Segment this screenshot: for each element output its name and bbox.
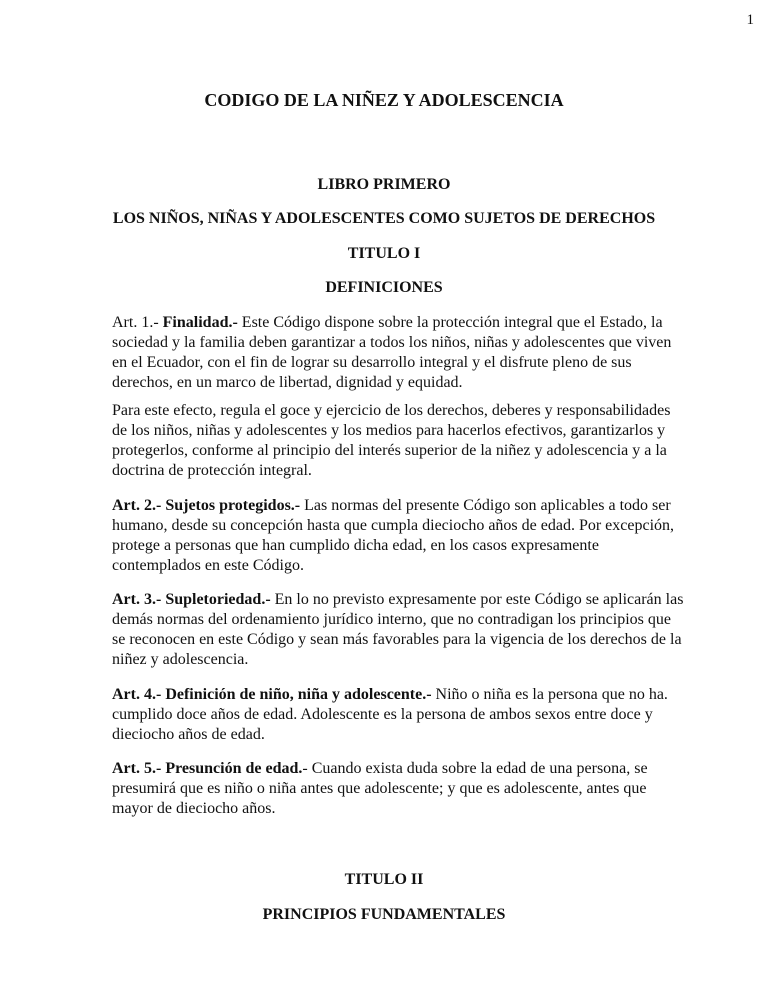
text-line: protege a personas que han cumplido dicha edad, en los casos expresamente [112,537,599,554]
title-1-subheading: DEFINICIONES [325,279,443,296]
article-5 [112,759,692,819]
text-line: niñez y adolescencia. [112,651,249,668]
text-line: sociedad y la familia deben garantizar a todos los niños, niñas y adolescentes que viven [112,334,672,351]
article-4 [112,685,692,745]
text-line: dieciocho años de edad. [112,726,265,743]
text-line: cumplido doce años de edad. Adolescente es la persona de ambos sexos entre doce y [112,706,653,723]
book-subtitle: LOS NIÑOS, NIÑAS Y ADOLESCENTES COMO SUJETOS DE DERECHOS [112,210,656,227]
text-line: - Cuando exista duda sobre la edad de una persona, se [302,760,648,777]
text-line: de los niños, niñas y adolescentes y los medios para hacerlos efectivos, garantizarlos y [112,422,666,439]
article-2 [112,496,692,576]
page-number: 1 [746,12,754,28]
article-heading: Finalidad.- [162,314,238,331]
article-3 [112,590,692,670]
document-title: CODIGO DE LA NIÑEZ Y ADOLESCENCIA [204,90,564,110]
text-line: contemplados en este Código. [112,557,304,574]
article-heading: Art. 5.- Presunción de edad. [112,760,303,777]
title-2-heading: TITULO II [344,871,424,888]
text-line: humano, desde su concepción hasta que cumpla dieciocho años de edad. Por excepción, [112,517,675,534]
text-line: Para este efecto, regula el goce y ejercicio de los derechos, deberes y responsabilidades [112,402,671,419]
text-line: Niño o niña es la persona que no ha. [431,686,668,703]
text-line: Este Código dispone sobre la protección integral que el Estado, la [237,314,663,331]
article-heading: Art. 4.- Definición de niño, niña y adolescente.- [112,686,432,703]
text-line: doctrina de protección integral. [112,462,312,479]
article-prefix: Art. 1.- [112,314,163,331]
text-line: presumirá que es niño o niña antes que adolescente; y que es adolescente, antes que [112,780,647,797]
text-line: en el Ecuador, con el fin de lograr su desarrollo integral y el disfrute pleno de sus [112,354,632,371]
text-line: Las normas del presente Código son aplicables a todo ser [300,497,671,514]
article-heading: Art. 2.- Sujetos protegidos.- [112,497,301,514]
text-line: se reconocen en este Código y sean más favorables para la vigencia de los derechos de la [112,631,682,648]
text-line: derechos, en un marco de libertad, dignidad y equidad. [112,374,463,391]
article-heading: Art. 3.- Supletoriedad.- [112,591,271,608]
text-line: protegerlos, conforme al principio del interés superior de la niñez y adolescencia y a la [112,442,667,459]
text-line: mayor de dieciocho años. [112,800,276,817]
title-1-heading: TITULO I [347,245,421,262]
title-2-subheading: PRINCIPIOS FUNDAMENTALES [262,906,506,923]
text-line: demás normas del ordenamiento jurídico interno, que no contradigan los principios que [112,611,671,628]
article-1 [112,313,692,393]
article-1-paragraph-2 [112,401,692,481]
text-line: En lo no previsto expresamente por este Código se aplicarán las [270,591,684,608]
book-heading: LIBRO PRIMERO [317,176,451,193]
